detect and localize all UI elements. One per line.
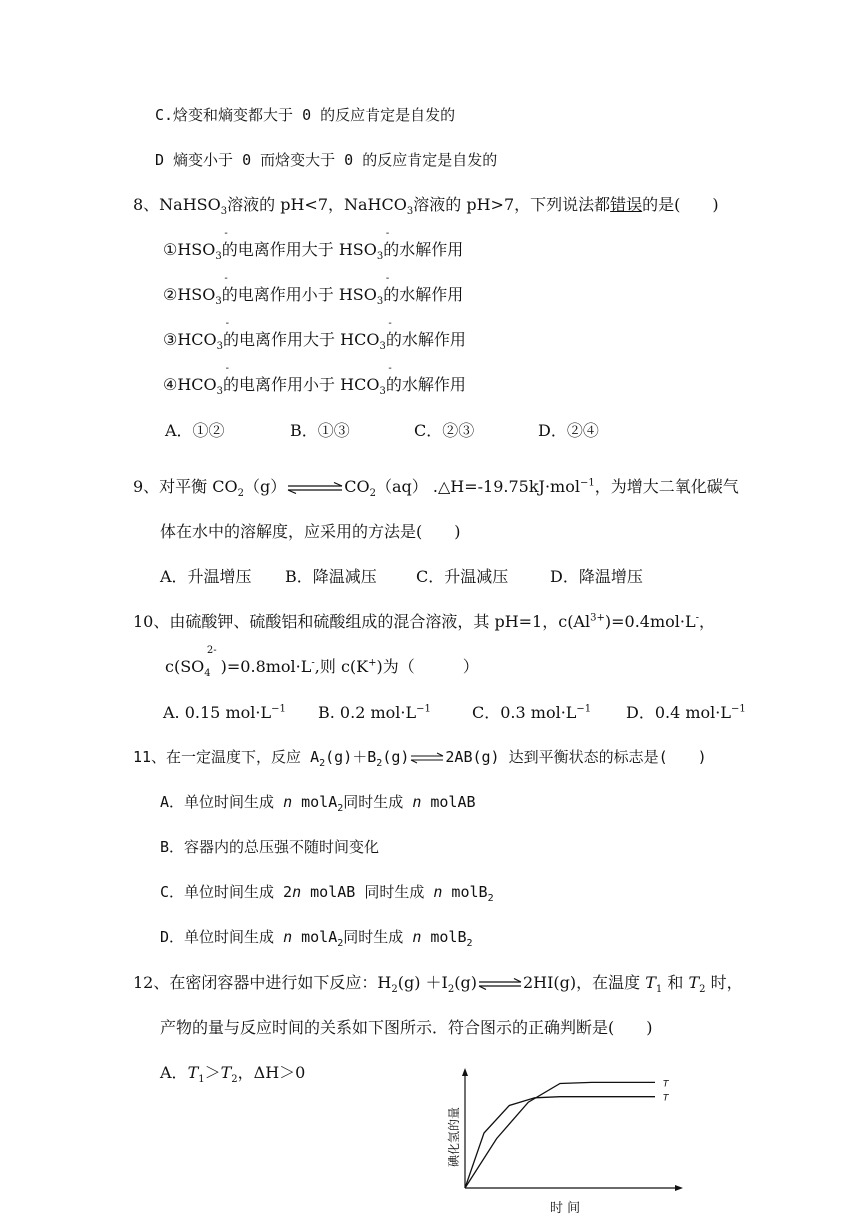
q11-option-c: C．单位时间生成 2n molAB 同时生成 n molB$_2$	[160, 883, 494, 904]
q7-option-c: C.焓变和熵变都大于 0 的反应肯定是自发的	[155, 106, 456, 124]
series-label-2: T	[663, 1093, 669, 1104]
q9-option-a: A．升温增压	[160, 567, 252, 586]
q10-option-d: D．0.4 $mol\cdot L^{-1}$	[626, 703, 746, 722]
q9-option-d: D．降温增压	[550, 567, 643, 586]
q9-option-b: B．降温减压	[285, 567, 377, 586]
q11-stem: 11、在一定温度下，反应 $A_2(g)+B_2(g)$ 2AB(g) 达到平衡状态的标志是( )	[133, 748, 707, 769]
q10-stem-line2: c(SO 2- $_4$ )=0.8mol·L-,则 c(K+)为（ ）	[165, 645, 479, 680]
q8-option-c: C．②③	[414, 421, 475, 440]
q7-option-d: D 熵变小于 0 而焓变大于 0 的反应肯定是自发的	[155, 151, 498, 169]
q8-option-a: A．①②	[165, 421, 225, 440]
y-axis-arrow-icon	[462, 1068, 468, 1076]
series-line-1	[465, 1082, 655, 1188]
q8-option-d: D．②④	[538, 421, 599, 440]
q11-option-a: A．单位时间生成 n molA$_2$同时生成 n molAB	[160, 793, 476, 814]
q11-option-d: D．单位时间生成 n molA$_2$同时生成 n molB$_2$	[160, 928, 473, 949]
series-label-1: T	[663, 1079, 669, 1090]
q8-statement-4: ④HCO - $_3$的电离作用小于 HCO - $_3$的水解作用	[163, 363, 466, 398]
q12-stem-line2: 产物的量与反应时间的关系如下图所示．符合图示的正确判断是( )	[160, 1018, 653, 1037]
q8-option-b: B．①③	[290, 421, 350, 440]
equilibrium-arrow-icon	[409, 752, 445, 764]
q12-option-a: A．$T_1>T_2$，ΔH＞0	[160, 1063, 306, 1086]
q12-stem: 12、在密闭容器中进行如下反应：$H_2(g) +I_2(g)$ 2HI(g)，在温度 $T_1$ 和 $T_2$ 时，	[133, 973, 743, 996]
q9-stem-line2: 体在水中的溶解度，应采用的方法是( )	[160, 522, 461, 541]
equilibrium-arrow-icon	[477, 978, 523, 990]
x-axis-label: 时 间	[550, 1201, 581, 1216]
q8-stem: 8、NaHSO$_3$溶液的 pH<7，NaHCO$_3$溶液的 pH>7，下列说法都错误的是( )	[133, 195, 719, 218]
q10-option-a: A. 0.15 $mol\cdot L^{-1}$	[163, 703, 286, 722]
q9-option-c: C．升温减压	[416, 567, 509, 586]
q9-stem: 9、对平衡 $CO_2(g)$ $CO_2(aq)$ .△H=-19.75kJ·mol$^{-1}$，为增大二氧化碳气	[133, 477, 739, 500]
q10-stem: 10、由硫酸钾、硫酸铝和硫酸组成的混合溶液，其 pH=1，$c(Al^{3+})=0.4mol\cdot L^-$，	[133, 612, 715, 631]
q8-statement-3: ③HCO - $_3$的电离作用大于 HCO - $_3$的水解作用	[163, 318, 466, 353]
q8-statement-1: ①HSO - $_3$的电离作用大于 HSO - $_3$的水解作用	[163, 228, 464, 263]
x-axis-arrow-icon	[675, 1185, 683, 1191]
equilibrium-arrow-icon	[286, 482, 344, 494]
q10-option-b: B. 0.2 $mol\cdot L^{-1}$	[318, 703, 431, 722]
y-axis-label: 碘化氢的量	[447, 1106, 461, 1167]
q11-option-b: B．容器内的总压强不随时间变化	[160, 838, 380, 856]
q10-option-c: C．0.3 $mol\cdot L^{-1}$	[472, 703, 592, 722]
q8-statement-2: ②HSO - $_3$的电离作用小于 HSO - $_3$的水解作用	[163, 273, 464, 308]
q12-chart	[440, 1062, 690, 1216]
